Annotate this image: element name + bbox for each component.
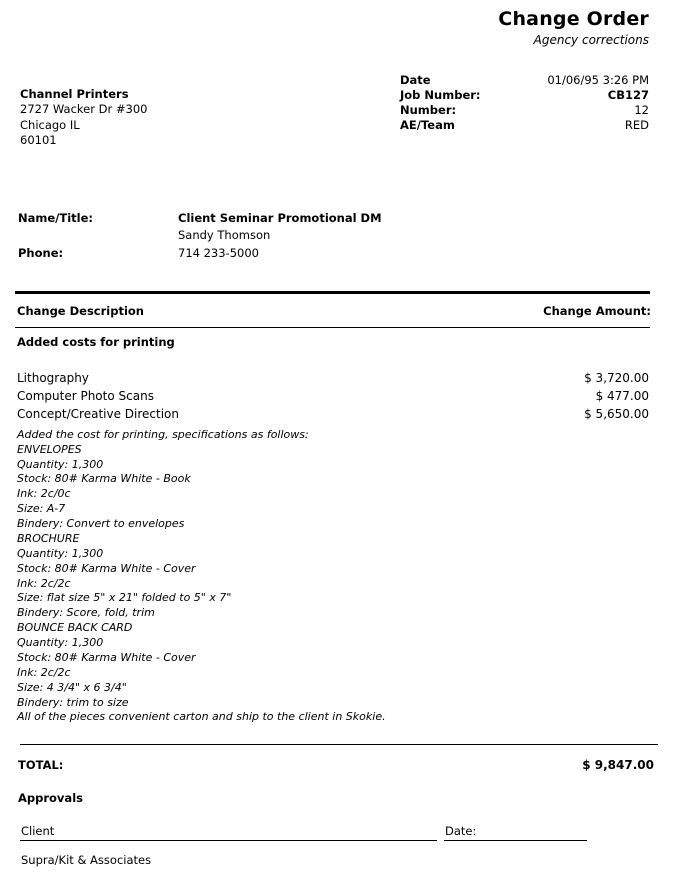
date-signature-label: Date:	[445, 824, 477, 838]
project-name: Client Seminar Promotional DM	[178, 211, 382, 225]
line-item-label: Computer Photo Scans	[17, 389, 154, 403]
description-line: All of the pieces convenient carton and ship to the client in Skokie.	[17, 710, 386, 723]
vendor-name: Channel Printers	[20, 87, 129, 101]
page-title: Change Order	[498, 8, 649, 30]
description-line: Size: flat size 5" x 21" folded to 5" x 7"	[17, 591, 232, 604]
vendor-zip: 60101	[20, 133, 57, 147]
page-subtitle: Agency corrections	[533, 33, 649, 47]
line-item-label: Lithography	[17, 371, 89, 385]
date-value: 01/06/95 3:26 PM	[547, 73, 649, 87]
description-line: BROCHURE	[17, 532, 80, 545]
number-label: Number:	[400, 103, 457, 117]
date-label: Date	[400, 73, 431, 87]
client-signature-label: Client	[21, 824, 55, 838]
section-title: Added costs for printing	[17, 335, 175, 349]
client-signature-line	[20, 840, 437, 841]
description-line: BOUNCE BACK CARD	[17, 621, 133, 634]
table-header-rule	[15, 327, 650, 328]
description-line: Quantity: 1,300	[17, 636, 104, 649]
total-rule	[20, 744, 658, 745]
description-line: Ink: 2c/2c	[17, 666, 71, 679]
ae-team-value: RED	[624, 118, 649, 132]
phone-value: 714 233-5000	[178, 246, 259, 260]
description-line: Size: 4 3/4" x 6 3/4"	[17, 681, 127, 694]
line-item-amount: $ 5,650.00	[584, 407, 649, 421]
col-description-header: Change Description	[17, 304, 144, 318]
line-item-label: Concept/Creative Direction	[17, 407, 180, 421]
name-title-label: Name/Title:	[18, 211, 93, 225]
description-line: Bindery: Convert to envelopes	[17, 517, 185, 530]
description-line: Stock: 80# Karma White - Cover	[17, 651, 196, 664]
table-top-rule	[15, 291, 650, 294]
description-line: Ink: 2c/2c	[17, 577, 71, 590]
line-item-amount: $ 3,720.00	[584, 371, 649, 385]
contact-person: Sandy Thomson	[178, 228, 271, 242]
description-line: ENVELOPES	[17, 443, 82, 456]
line-item-amount: $ 477.00	[595, 389, 649, 403]
phone-label: Phone:	[18, 246, 64, 260]
vendor-city-state: Chicago IL	[20, 118, 80, 132]
description-line: Added the cost for printing, specifications as follows:	[17, 428, 309, 441]
description-line: Ink: 2c/0c	[17, 487, 71, 500]
col-amount-header: Change Amount:	[543, 304, 651, 318]
ae-team-label: AE/Team	[400, 118, 455, 132]
job-number-label: Job Number:	[400, 88, 481, 102]
agency-name: Supra/Kit & Associates	[21, 853, 152, 867]
description-line: Quantity: 1,300	[17, 458, 104, 471]
description-line: Bindery: trim to size	[17, 696, 129, 709]
job-number-value: CB127	[607, 88, 649, 102]
description-line: Size: A-7	[17, 502, 66, 515]
total-label: TOTAL:	[18, 758, 64, 772]
total-value: $ 9,847.00	[582, 758, 654, 772]
number-value: 12	[634, 103, 649, 117]
description-line: Stock: 80# Karma White - Cover	[17, 562, 196, 575]
description-line: Stock: 80# Karma White - Book	[17, 472, 191, 485]
approvals-heading: Approvals	[18, 791, 83, 805]
vendor-street: 2727 Wacker Dr #300	[20, 102, 148, 116]
description-line: Quantity: 1,300	[17, 547, 104, 560]
date-signature-line	[444, 840, 587, 841]
description-line: Bindery: Score, fold, trim	[17, 606, 155, 619]
